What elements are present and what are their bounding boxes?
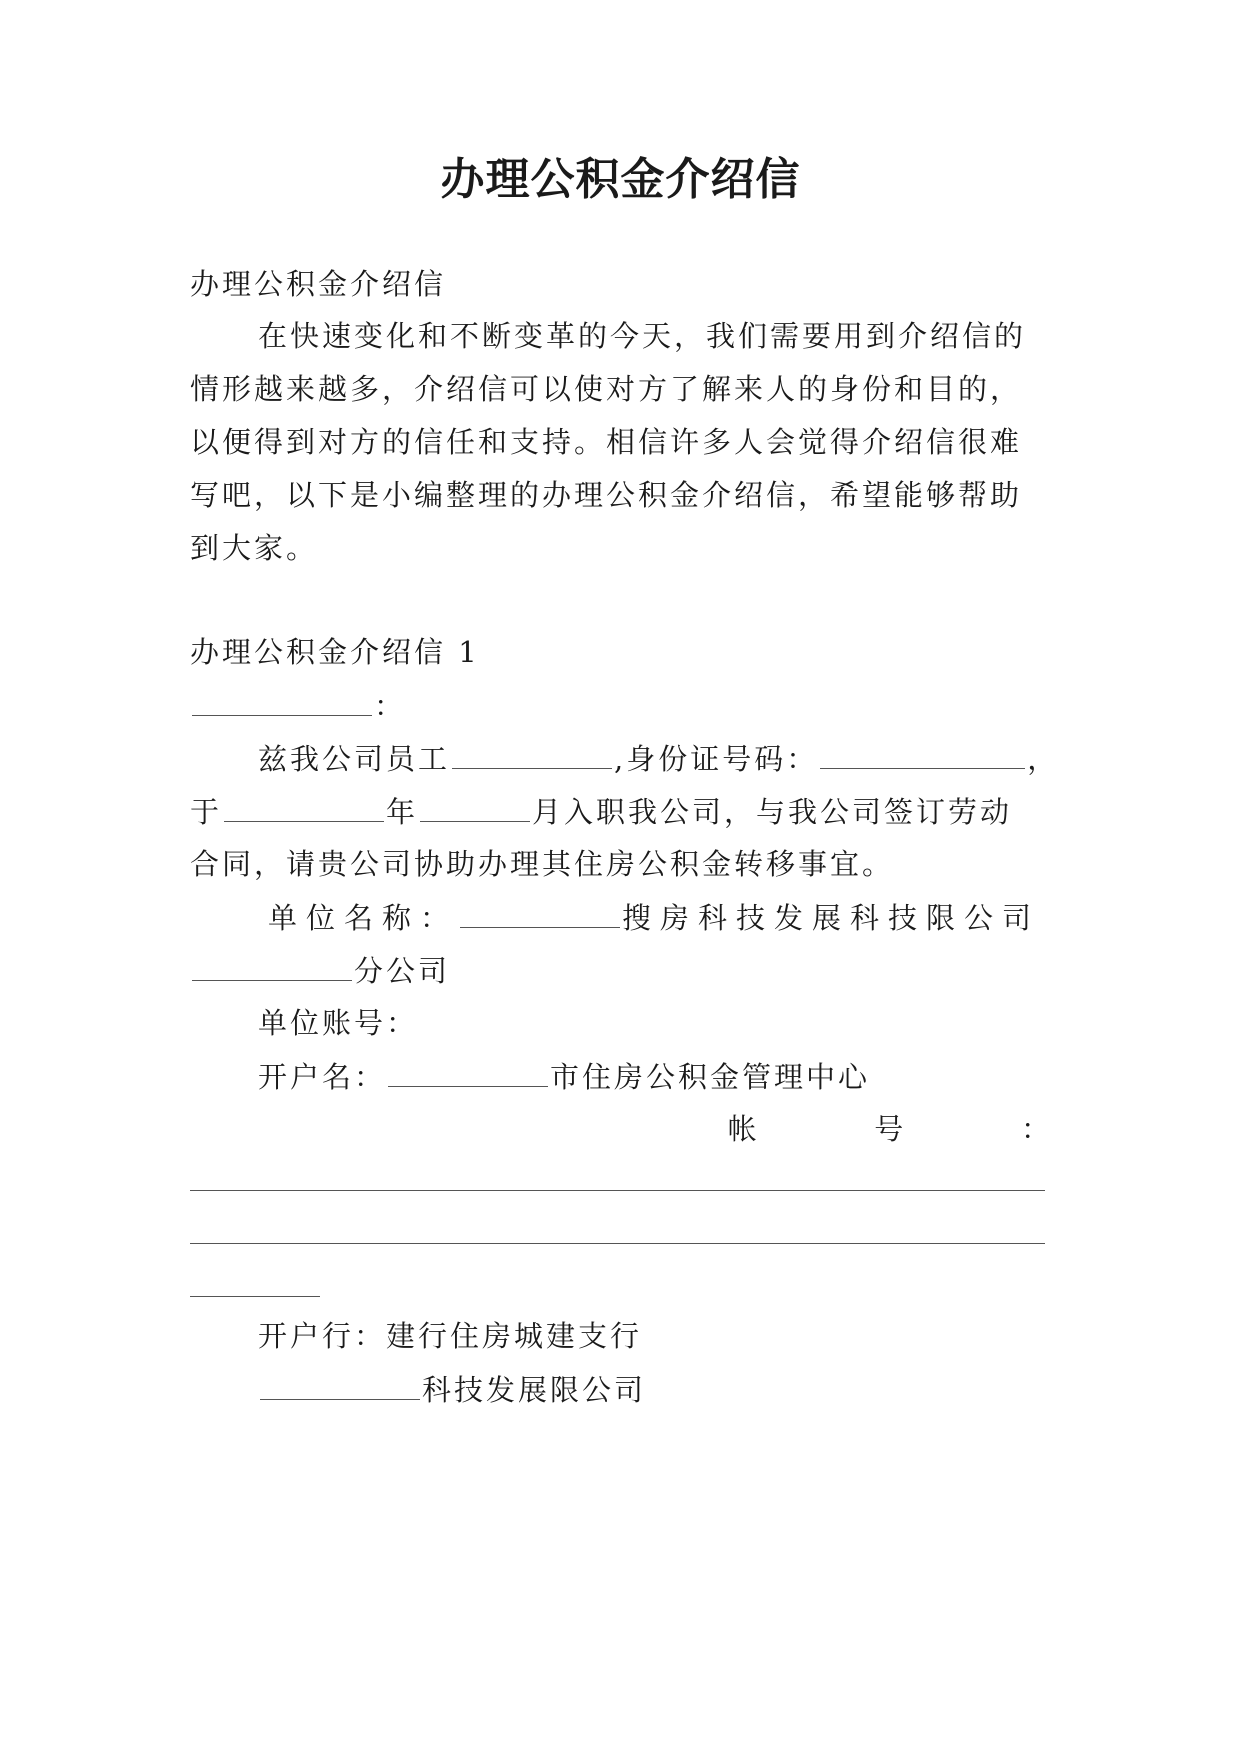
body-text: ， [1027, 742, 1060, 776]
account-number-label-line [190, 1109, 1050, 1149]
body-line: 合同，请贵公司协助办理其住房公积金转移事宜。 [190, 847, 895, 881]
body-text: 年 [386, 795, 419, 829]
account-number-colon: ： [1020, 1112, 1050, 1146]
account-number-blank [190, 1190, 1045, 1191]
account-holder-line [258, 1056, 870, 1097]
salutation-colon: ： [374, 689, 407, 723]
bank-line: 开户行：建行住房城建支行 [258, 1319, 643, 1353]
employee-name-blank [452, 738, 612, 769]
intro-line: 情形越来越多，介绍信可以使对方了解来人的身份和目的， [190, 372, 1023, 406]
branch-blank [192, 950, 352, 981]
intro-line: 以便得到对方的信任和支持。相信许多人会觉得介绍信很难 [190, 425, 1023, 459]
body-text: 月入职我公司，与我公司签订劳动 [532, 795, 1013, 829]
unit-name-value: 搜房科技发展科技限公司 [622, 901, 1041, 935]
branch-line [190, 950, 450, 991]
company-suffix: 科技发展限公司 [422, 1373, 647, 1407]
account-number-char: 帐 [727, 1112, 757, 1146]
body-text: 于 [190, 795, 223, 829]
intro-line: 到大家。 [190, 531, 319, 565]
salutation-line [190, 685, 406, 726]
unit-name-blank [460, 897, 620, 928]
account-number-blank [190, 1243, 1045, 1244]
body-line [258, 738, 1059, 779]
body-line [190, 791, 1012, 832]
document-title: 办理公积金介绍信 [440, 154, 801, 205]
addressee-blank [192, 685, 372, 716]
account-number-char: 号 [874, 1112, 904, 1146]
section-heading: 办理公积金介绍信 [190, 267, 447, 301]
letter-heading: 办理公积金介绍信 1 [190, 635, 480, 669]
year-blank [224, 791, 384, 822]
unit-name-label: 单位名称： [268, 901, 459, 935]
body-text: ,身份证号码： [614, 742, 819, 776]
account-holder-label: 开户名： [258, 1060, 387, 1094]
body-text: 兹我公司员工 [258, 742, 451, 776]
id-number-blank [820, 738, 1025, 769]
branch-suffix: 分公司 [354, 954, 451, 988]
month-blank [420, 791, 530, 822]
account-number-blank [190, 1296, 320, 1297]
city-blank [388, 1056, 548, 1087]
unit-name-line [268, 897, 1040, 938]
company-line [258, 1369, 646, 1410]
intro-line: 写吧，以下是小编整理的办理公积金介绍信，希望能够帮助 [190, 478, 1023, 512]
unit-account-label: 单位账号： [258, 1006, 419, 1040]
intro-line: 在快速变化和不断变革的今天，我们需要用到介绍信的 [258, 319, 1027, 353]
account-holder-value: 市住房公积金管理中心 [550, 1060, 871, 1094]
company-blank [260, 1369, 420, 1400]
